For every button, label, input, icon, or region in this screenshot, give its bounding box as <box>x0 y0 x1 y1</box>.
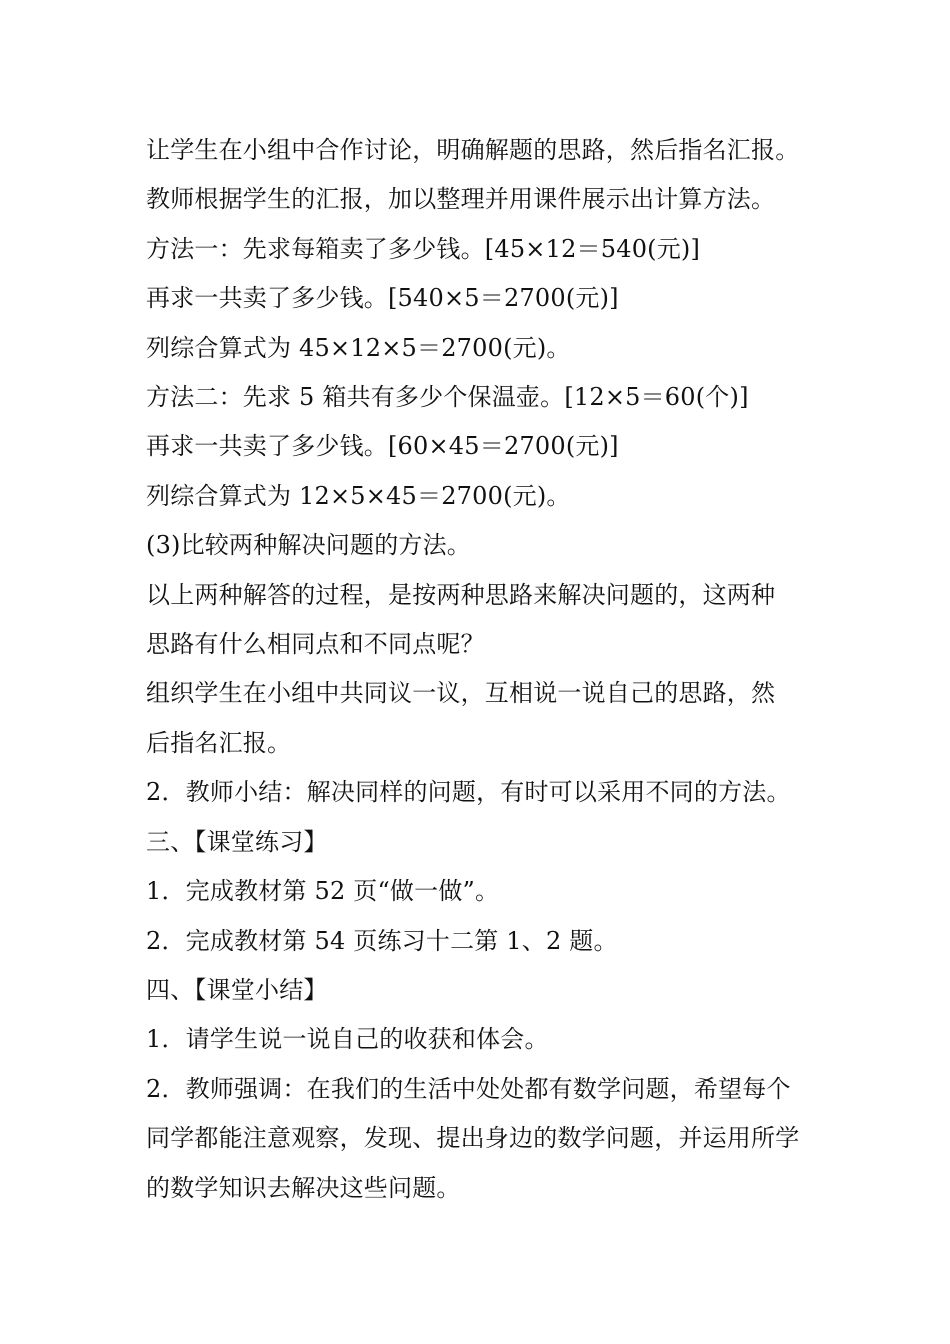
subsection-heading: (3)比较两种解决问题的方法。 <box>146 531 471 560</box>
section-heading: 三、【课堂练习】 <box>146 827 328 856</box>
formula-line: 列综合算式为 45×12×5＝2700(元)。 <box>146 333 571 362</box>
list-item: 2．教师小结：解决同样的问题，有时可以采用不同的方法。 <box>146 778 791 807</box>
paragraph-line: 同学都能注意观察，发现、提出身边的数学问题，并运用所学 <box>146 1124 800 1153</box>
list-item: 2．完成教材第 54 页练习十二第 1、2 题。 <box>146 926 618 955</box>
paragraph-line: 再求一共卖了多少钱。[540×5＝2700(元)] <box>146 284 619 313</box>
document-body <box>146 126 816 1213</box>
method-one-line: 方法一：先求每箱卖了多少钱。[45×12＝540(元)] <box>146 234 701 263</box>
paragraph-line: 后指名汇报。 <box>146 728 292 757</box>
list-item: 1．请学生说一说自己的收获和体会。 <box>146 1025 549 1054</box>
formula-line: 列综合算式为 12×5×45＝2700(元)。 <box>146 481 571 510</box>
paragraph-line: 组织学生在小组中共同议一议，互相说一说自己的思路，然 <box>146 679 776 708</box>
paragraph-line: 教师根据学生的汇报，加以整理并用课件展示出计算方法。 <box>146 185 776 214</box>
paragraph-line: 再求一共卖了多少钱。[60×45＝2700(元)] <box>146 432 619 461</box>
paragraph-line: 思路有什么相同点和不同点呢？ <box>146 630 485 659</box>
method-two-line: 方法二：先求 5 箱共有多少个保温壶。[12×5＝60(个)] <box>146 383 749 412</box>
paragraph-line: 让学生在小组中合作讨论，明确解题的思路，然后指名汇报。 <box>146 136 800 164</box>
paragraph-line: 的数学知识去解决这些问题。 <box>146 1173 461 1202</box>
list-item: 2．教师强调：在我们的生活中处处都有数学问题，希望每个 <box>146 1074 791 1103</box>
section-heading: 四、【课堂小结】 <box>146 975 328 1004</box>
list-item: 1．完成教材第 52 页“做一做”。 <box>146 877 500 906</box>
paragraph-line: 以上两种解答的过程，是按两种思路来解决问题的，这两种 <box>146 580 776 609</box>
